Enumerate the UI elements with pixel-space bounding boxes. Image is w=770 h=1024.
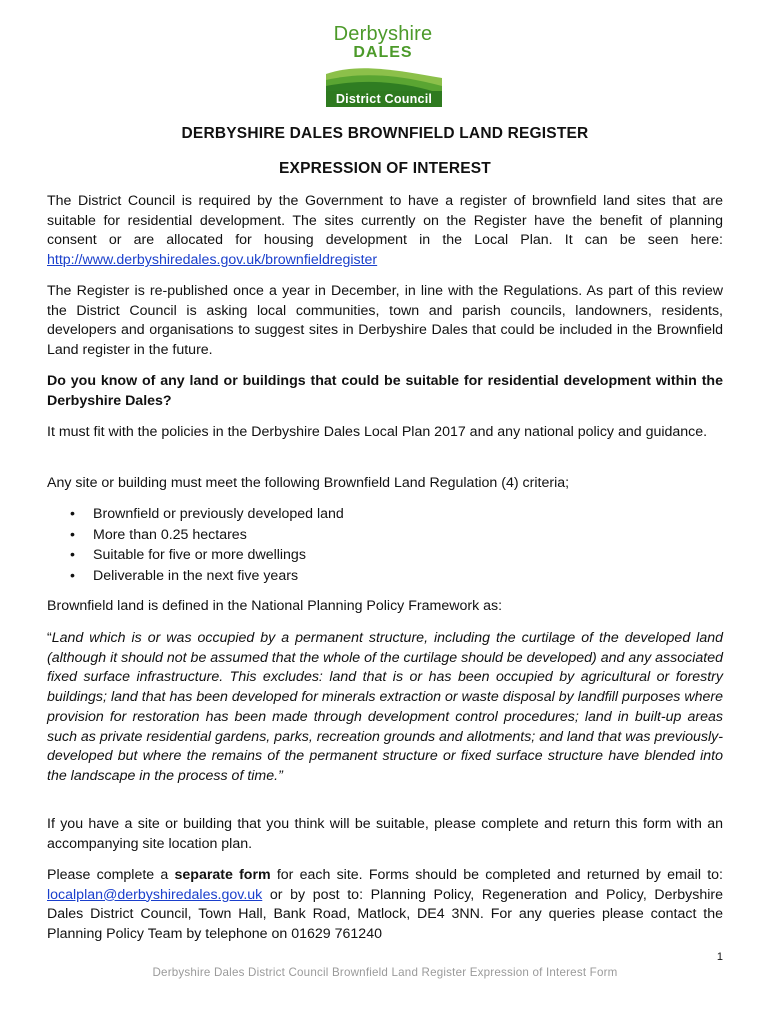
complete-paragraph xyxy=(47,866,723,945)
list-item: • Brownfield or previously developed land xyxy=(47,504,723,525)
definition-quote xyxy=(47,629,723,787)
list-item: • More than 0.25 hectares xyxy=(47,525,723,546)
republish-paragraph: The Register is re-published once a year in December, in line with the Regulations. As part of this review the District Council is asking local communities, town and parish councils, landowners, residents, developers and organisations to suggest sites in Derbyshire Dales that could be included in the Brownfield Land register in the future. xyxy=(47,283,723,359)
intro-paragraph xyxy=(47,192,723,271)
council-logo xyxy=(318,24,448,108)
definition-intro: Brownfield land is defined in the National Planning Policy Framework as: xyxy=(47,598,503,614)
logo-line-dales: DALES xyxy=(353,44,413,61)
policy-paragraph: It must fit with the policies in the Derbyshire Dales Local Plan 2017 and any national policy and guidance. xyxy=(47,424,708,440)
page-number: 1 xyxy=(716,951,723,963)
list-item: • Suitable for five or more dwellings xyxy=(47,545,723,566)
brownfield-register-link[interactable]: http://www.derbyshiredales.gov.uk/brownfieldregister xyxy=(47,252,378,269)
logo-line-district-council: District Council xyxy=(335,92,433,106)
page-title: DERBYSHIRE DALES BROWNFIELD LAND REGISTER xyxy=(181,125,589,142)
separate-form-emphasis: separate form xyxy=(174,867,271,883)
suitable-paragraph: If you have a site or building that you think will be suitable, please complete and return this form with an accompanying site location plan. xyxy=(47,816,723,852)
page-footer: Derbyshire Dales District Council Brownfield Land Register Expression of Interest Form xyxy=(152,966,618,979)
complete-text-3: or by post to: Planning Policy, Regeneration and Policy, Derbyshire Dales District Council, Town Hall, Bank Road, Matlock, DE4 3NN. For any queries please contact the Planning Policy Team by telephone on 01629 761240 xyxy=(47,886,723,943)
list-item: • Deliverable in the next five years xyxy=(47,566,723,587)
complete-text-1: Please complete a xyxy=(47,867,175,883)
criteria-list xyxy=(47,504,723,586)
complete-text-2: for each site. Forms should be completed and returned by email to: xyxy=(270,867,723,883)
logo-line-derbyshire: Derbyshire xyxy=(333,23,433,45)
intro-text: The District Council is required by the Government to have a register of brownfield land sites that are suitable for residential development. The sites currently on the Register have the benefit of planning consent or are allocated for housing development in the Local Plan. It can be seen here: xyxy=(47,193,723,249)
email-link[interactable]: localplan@derbyshiredales.gov.uk xyxy=(47,886,263,903)
logo-hills-icon xyxy=(326,64,442,107)
definition-text: Land which is or was occupied by a permanent structure, including the curtilage of the developed land (although it should not be assumed that the whole of the curtilage should be developed) and any associated fixed surface infrastructure. This excludes: land that is or has been occupied by agricultural or forestry buildings; land that has been developed for minerals extraction or waste disposal by landfill purposes where provision for restoration has been made through development control procedures; land in built-up areas such as private residential gardens, parks, recreation grounds and allotments; and land that was previously-developed but where the remains of the permanent structure or fixed surface structure have blended into the landscape in the process of time.” xyxy=(47,630,723,784)
question-paragraph: Do you know of any land or buildings that could be suitable for residential development within the Derbyshire Dales? xyxy=(47,373,723,409)
definition-open-quote: “ xyxy=(47,630,52,646)
criteria-intro: Any site or building must meet the following Brownfield Land Regulation (4) criteria; xyxy=(47,475,570,491)
page-subtitle: EXPRESSION OF INTEREST xyxy=(279,160,491,177)
